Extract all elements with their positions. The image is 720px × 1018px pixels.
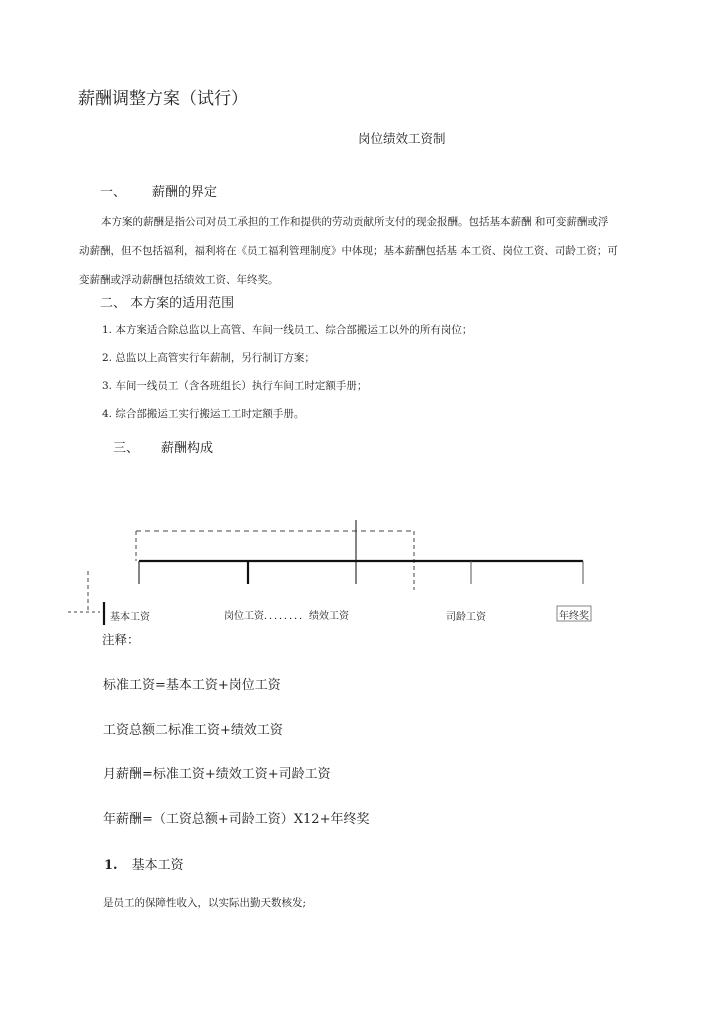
section-1-number: 一、 bbox=[100, 185, 127, 200]
list-item: 4. 综合部搬运工实行搬运工工时定额手册。 bbox=[102, 408, 305, 420]
formula-line: 工资总额二标准工资+绩效工资 bbox=[103, 723, 283, 738]
formula-line: 年薪酬=（工资总额+司龄工资）X12+年终奖 bbox=[103, 812, 370, 827]
document-title: 薪酬调整方案（试行） bbox=[78, 89, 248, 109]
list-item: 2. 总监以上高管实行年薪制，另行制订方案； bbox=[102, 352, 315, 364]
section-2-heading: 二、 本方案的适用范围 bbox=[100, 296, 235, 311]
section-3-number: 三、 bbox=[113, 441, 140, 456]
notes-heading: 注释： bbox=[102, 632, 140, 647]
list-item: 3. 车间一线员工（含各班组长）执行车间工时定额手册； bbox=[102, 380, 368, 392]
formula-line: 月薪酬=标准工资+绩效工资+司龄工资 bbox=[103, 767, 331, 782]
paragraph-line: 动薪酬，但不包括福利，福利将在《员工福利管理制度》中体现；基本薪酬包括基 本工资、岗位工资、司龄工资；可 bbox=[79, 245, 618, 257]
label-seniority-salary: 司龄工资 bbox=[446, 612, 486, 623]
label-year-end-bonus: 年终奖 bbox=[559, 611, 589, 622]
paragraph-line: 本方案的薪酬是指公司对员工承担的工作和提供的劳动贡献所支付的现金报酬。包括基本薪酬 和可变薪酬或浮 bbox=[101, 216, 609, 228]
paragraph-line: 变薪酬或浮动薪酬包括绩效工资、年终奖。 bbox=[79, 274, 279, 286]
section-3-title: 薪酬构成 bbox=[161, 441, 214, 456]
part-1-title: 基本工资 bbox=[131, 858, 184, 873]
label-base-salary: 基本工资 bbox=[110, 612, 150, 623]
section-1-title: 薪酬的界定 bbox=[152, 185, 218, 200]
formula-line: 标准工资=基本工资+岗位工资 bbox=[103, 678, 281, 693]
label-post-performance: 岗位工资．．．．．．．．绩效工资 bbox=[224, 611, 349, 622]
part-1-heading bbox=[104, 854, 184, 873]
document-subtitle: 岗位绩效工资制 bbox=[358, 131, 446, 146]
part-1-number: 1. bbox=[104, 858, 118, 873]
list-item: 1. 本方案适合除总监以上高管、车间一线员工、综合部搬运工以外的所有岗位； bbox=[102, 324, 473, 336]
part-1-text: 是员工的保障性收入，以实际出勤天数核发; bbox=[103, 897, 307, 909]
